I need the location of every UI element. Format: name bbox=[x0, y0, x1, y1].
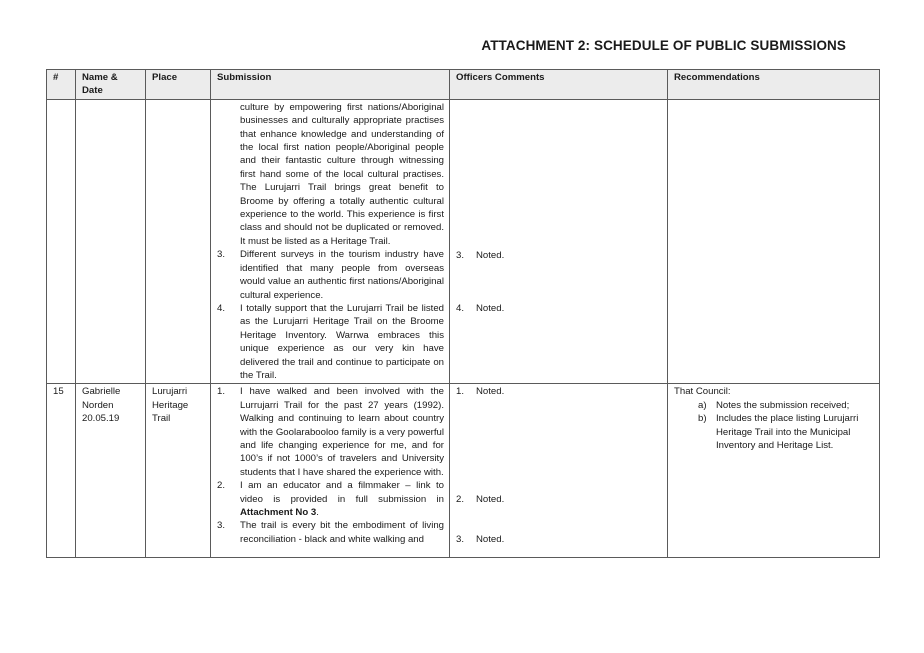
comment-number: 1. bbox=[456, 386, 465, 398]
item-number: 3. bbox=[217, 520, 226, 532]
comment-item bbox=[456, 493, 662, 506]
table-header-row bbox=[47, 70, 880, 100]
cell-submission bbox=[211, 99, 450, 384]
header-recommendations: Recommendations bbox=[668, 70, 880, 100]
comment-number: 4. bbox=[456, 303, 465, 315]
header-number: # bbox=[47, 70, 76, 100]
attachment-reference: Attachment No 3 bbox=[240, 507, 317, 518]
cell-officers-comments bbox=[450, 384, 668, 558]
comment-number: 3. bbox=[456, 249, 465, 261]
cell-recommendations bbox=[668, 384, 880, 558]
comment-item bbox=[456, 249, 662, 262]
submission-item bbox=[217, 479, 444, 519]
item-number: 4. bbox=[217, 302, 226, 314]
comment-text: Noted. bbox=[476, 493, 505, 505]
header-submission: Submission bbox=[211, 70, 450, 100]
cell-recommendations bbox=[668, 99, 880, 384]
item-text bbox=[240, 479, 444, 519]
item-number: 3. bbox=[217, 249, 226, 261]
comment-number: 3. bbox=[456, 534, 465, 546]
cell-name-date bbox=[76, 384, 146, 558]
header-officers-comments: Officers Comments bbox=[450, 70, 668, 100]
submission-continuation: culture by empowering first nations/Aboriginal businesses and culturally appropriate practises that enhance knowledge and understanding of the local first nation people/Aboriginal people and their fantastic culture through witnessing first hand some of the local cultural practises. The Lurujarri Trail brings great benefit to Broome by offering a totally authentic cultural experience to the world. This experience is first class and should not be duplicated or removed. It must be listed as a Heritage Trail. bbox=[240, 101, 444, 247]
cell-number: 15 bbox=[47, 384, 76, 558]
recommendation-intro: That Council: bbox=[674, 386, 731, 398]
submission-item bbox=[217, 302, 444, 382]
submissions-table bbox=[46, 69, 880, 558]
recommendation-label: a) bbox=[698, 399, 707, 411]
recommendation-item bbox=[698, 412, 874, 452]
cell-place: Lurujarri Heritage Trail bbox=[146, 384, 211, 558]
item-text: Different surveys in the tourism industry have identified that many people from overseas would value an authentic first nations/Aboriginal cultural experience. bbox=[240, 249, 444, 301]
item-text: I totally support that the Lurujarri Trail be listed as the Lurujarri Heritage Trail on the Broome Heritage Inventory. Warrwa embraces this unique experience as our very kin have delivered the trail and continue to participate on the Trail. bbox=[240, 302, 444, 381]
page-title: ATTACHMENT 2: SCHEDULE OF PUBLIC SUBMISSIONS bbox=[481, 38, 846, 53]
cell-submission bbox=[211, 384, 450, 558]
item-text-main: I am an educator and a filmmaker – link to video is provided in full submission in bbox=[240, 480, 444, 505]
cell-number bbox=[47, 99, 76, 384]
comment-text: Noted. bbox=[476, 534, 505, 546]
recommendation-text: Notes the submission received; bbox=[716, 399, 850, 411]
table-row bbox=[47, 384, 880, 558]
item-number: 1. bbox=[217, 386, 226, 398]
submission-date: 20.05.19 bbox=[82, 413, 120, 425]
submission-item bbox=[217, 385, 444, 479]
header-name-date: Name & Date bbox=[76, 70, 146, 100]
cell-place bbox=[146, 99, 211, 384]
comment-text: Noted. bbox=[476, 303, 505, 315]
item-text: The trail is every bit the embodiment of living reconciliation - black and white walking and bbox=[240, 520, 444, 545]
item-number: 2. bbox=[217, 480, 226, 492]
item-text: I have walked and been involved with the Lurrujarri Trail for the past 27 years (1992). Walking and continuing to learn about country with the Goolarabooloo family is a very powerful and life changing experience for me, and for 100’s if not 1000’s of travelers and University students that I have shared the experience with. bbox=[240, 386, 444, 478]
header-place: Place bbox=[146, 70, 211, 100]
comment-text: Noted. bbox=[476, 249, 505, 261]
comment-number: 2. bbox=[456, 493, 465, 505]
recommendation-label: b) bbox=[698, 413, 707, 425]
comment-item bbox=[456, 302, 662, 315]
comment-text: Noted. bbox=[476, 386, 505, 398]
cell-name-date bbox=[76, 99, 146, 384]
submitter-name: Gabrielle Norden bbox=[82, 386, 121, 411]
table-row bbox=[47, 99, 880, 384]
submission-item bbox=[217, 248, 444, 302]
comment-item bbox=[456, 385, 662, 398]
item-text-end: . bbox=[316, 507, 319, 518]
recommendation-list bbox=[674, 399, 874, 453]
submission-item bbox=[217, 519, 444, 546]
cell-officers-comments bbox=[450, 99, 668, 384]
comment-item bbox=[456, 533, 662, 546]
recommendation-text: Includes the place listing Lurujarri Heritage Trail into the Municipal Inventory and Heritage List. bbox=[716, 413, 859, 451]
recommendation-item bbox=[698, 399, 874, 412]
